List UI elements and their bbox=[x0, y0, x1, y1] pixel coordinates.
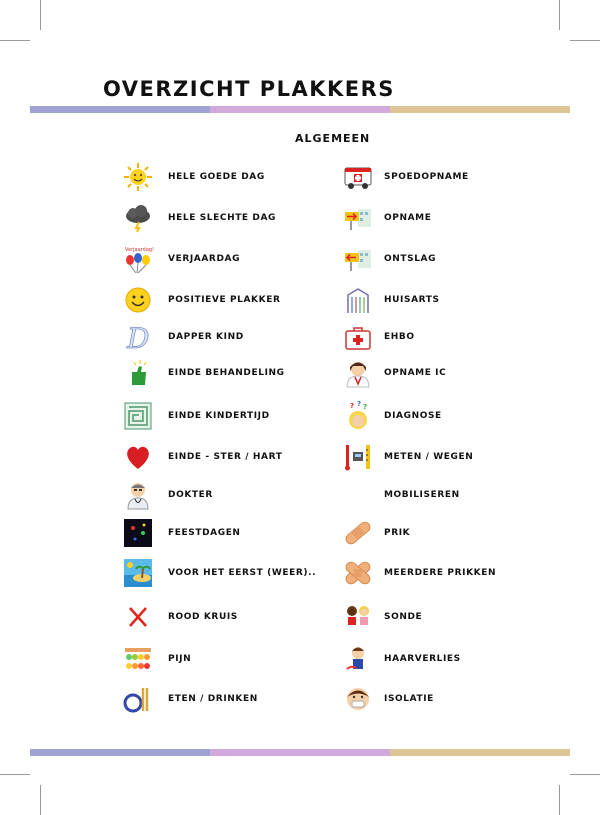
pain-scale-icon bbox=[122, 644, 154, 674]
sticker-item bbox=[342, 518, 410, 548]
sticker-label: ROOD KRUIS bbox=[168, 612, 238, 622]
sticker-label: OPNAME bbox=[384, 213, 432, 223]
sticker-label: EINDE BEHANDELING bbox=[168, 368, 285, 378]
balloons-icon bbox=[122, 244, 154, 274]
red-cross-icon bbox=[122, 602, 154, 632]
sticker-label: SPOEDOPNAME bbox=[384, 172, 469, 182]
sticker-item bbox=[342, 358, 446, 388]
sticker-item bbox=[122, 244, 240, 274]
sticker-item bbox=[122, 203, 276, 233]
bar-segment bbox=[390, 106, 570, 113]
letter-d-icon bbox=[122, 322, 154, 352]
sticker-label: DOKTER bbox=[168, 490, 213, 500]
bar-segment bbox=[210, 106, 390, 113]
crop-mark bbox=[570, 774, 600, 775]
sticker-item bbox=[342, 203, 431, 233]
sticker-label: POSITIEVE PLAKKER bbox=[168, 295, 281, 305]
bar-segment bbox=[30, 749, 210, 756]
hospital-arrow-out-icon bbox=[342, 244, 374, 274]
sticker-label: EINDE - STER / HART bbox=[168, 452, 283, 462]
sticker-label: MOBILISEREN bbox=[384, 490, 460, 500]
sticker-label: ONTSLAG bbox=[384, 254, 437, 264]
heart-icon bbox=[122, 442, 154, 472]
sticker-item bbox=[342, 244, 436, 274]
doctor-icon bbox=[122, 480, 154, 510]
sticker-item bbox=[122, 162, 265, 192]
sticker-item bbox=[122, 401, 270, 431]
nurse-icon bbox=[342, 358, 374, 388]
sticker-item bbox=[122, 558, 316, 588]
sticker-label: MEERDERE PRIKKEN bbox=[384, 568, 497, 578]
sticker-item bbox=[122, 358, 285, 388]
children-icon bbox=[342, 602, 374, 632]
sticker-item bbox=[122, 480, 213, 510]
sticker-label: FEESTDAGEN bbox=[168, 528, 241, 538]
sticker-item bbox=[342, 644, 461, 674]
crop-mark bbox=[559, 785, 560, 815]
svg-text:?: ? bbox=[363, 403, 368, 411]
footer-color-bar bbox=[30, 749, 570, 756]
blank-icon bbox=[342, 480, 374, 510]
sticker-item bbox=[342, 684, 434, 714]
sticker-label: VERJAARDAG bbox=[168, 254, 241, 264]
sticker-item bbox=[122, 442, 282, 472]
beach-icon bbox=[122, 558, 154, 588]
fireworks-icon bbox=[122, 518, 154, 548]
sticker-item bbox=[342, 285, 440, 315]
sticker-label: ISOLATIE bbox=[384, 694, 434, 704]
sticker-label: DIAGNOSE bbox=[384, 411, 442, 421]
sticker-item bbox=[122, 322, 244, 352]
page-title: OVERZICHT PLAKKERS bbox=[103, 77, 395, 101]
crop-mark bbox=[570, 40, 600, 41]
bar-segment bbox=[210, 749, 390, 756]
sticker-label: HELE SLECHTE DAG bbox=[168, 213, 277, 223]
bar-segment bbox=[390, 749, 570, 756]
crop-mark bbox=[40, 0, 41, 30]
sticker-label: HUISARTS bbox=[384, 295, 440, 305]
sticker-item bbox=[342, 322, 415, 352]
smiley-icon bbox=[122, 285, 154, 315]
sticker-label: HAARVERLIES bbox=[384, 654, 461, 664]
sticker-item bbox=[122, 518, 241, 548]
sticker-label: SONDE bbox=[384, 612, 423, 622]
sun-icon bbox=[122, 162, 154, 192]
sticker-item bbox=[122, 644, 191, 674]
sticker-label: OPNAME IC bbox=[384, 368, 447, 378]
plate-cutlery-icon bbox=[122, 684, 154, 714]
storm-cloud-icon bbox=[122, 203, 154, 233]
sticker-label: DAPPER KIND bbox=[168, 332, 244, 342]
crop-mark bbox=[559, 0, 560, 30]
sticker-label: PIJN bbox=[168, 654, 192, 664]
sticker-label: EINDE KINDERTIJD bbox=[168, 411, 270, 421]
house-building-icon bbox=[342, 285, 374, 315]
sticker-item bbox=[342, 401, 442, 431]
hospital-arrow-in-icon bbox=[342, 203, 374, 233]
sticker-label: METEN / WEGEN bbox=[384, 452, 474, 462]
header-color-bar bbox=[30, 106, 570, 113]
sticker-item bbox=[122, 602, 238, 632]
mask-face-icon bbox=[342, 684, 374, 714]
sticker-item bbox=[342, 442, 473, 472]
sticker-item bbox=[122, 684, 258, 714]
sticker-item bbox=[122, 285, 280, 315]
crop-mark bbox=[40, 785, 41, 815]
thumbs-up-icon bbox=[122, 358, 154, 388]
sticker-label: VOOR HET EERST (WEER).. bbox=[168, 568, 317, 578]
maze-icon bbox=[122, 401, 154, 431]
sticker-item bbox=[342, 480, 460, 510]
sticker-item bbox=[342, 558, 496, 588]
crossed-bandages-icon bbox=[342, 558, 374, 588]
svg-text:?: ? bbox=[350, 402, 355, 410]
sticker-label: PRIK bbox=[384, 528, 411, 538]
section-title: ALGEMEEN bbox=[295, 132, 371, 145]
sticker-label: ETEN / DRINKEN bbox=[168, 694, 258, 704]
child-icon bbox=[342, 644, 374, 674]
ambulance-icon bbox=[342, 162, 374, 192]
sticker-item bbox=[342, 162, 469, 192]
svg-text:?: ? bbox=[357, 401, 362, 408]
measuring-tools-icon bbox=[342, 442, 374, 472]
first-aid-kit-icon bbox=[342, 322, 374, 352]
crop-mark bbox=[0, 40, 30, 41]
sticker-item bbox=[342, 602, 422, 632]
svg-text:Verjaardag!: Verjaardag! bbox=[125, 247, 154, 253]
sticker-label: HELE GOEDE DAG bbox=[168, 172, 265, 182]
crop-mark bbox=[0, 774, 30, 775]
question-head-icon bbox=[342, 401, 374, 431]
bar-segment bbox=[30, 106, 210, 113]
sticker-label: EHBO bbox=[384, 332, 415, 342]
svg-text:D: D bbox=[127, 322, 150, 352]
bandage-icon bbox=[342, 518, 374, 548]
